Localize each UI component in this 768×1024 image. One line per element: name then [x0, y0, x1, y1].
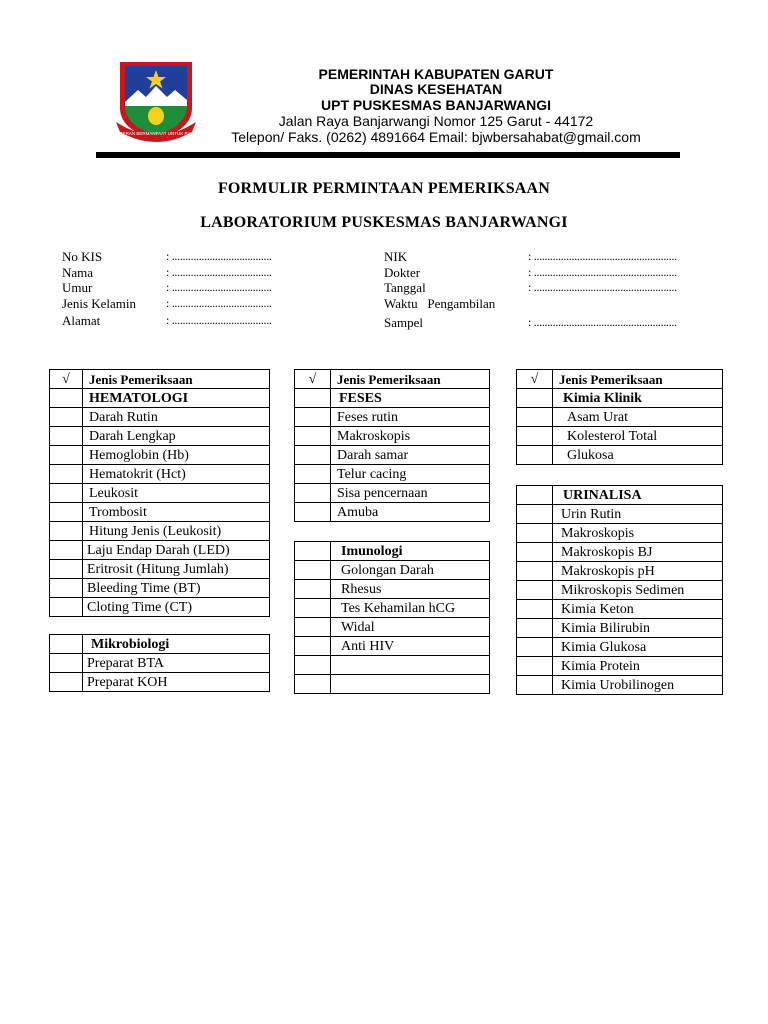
checkbox-preparat-koh[interactable] — [50, 673, 83, 692]
exam-row — [517, 638, 723, 657]
exam-label: Makroskopis — [331, 427, 490, 446]
checkbox-feses-rutin[interactable] — [295, 408, 331, 427]
exam-label: Laju Endap Darah (LED) — [83, 541, 270, 560]
field-tanggal[interactable]: : ..................................................... — [528, 280, 677, 294]
exam-row — [50, 673, 270, 692]
checkbox-kimia-bilirubin[interactable] — [517, 619, 553, 638]
exam-row — [517, 619, 723, 638]
checkbox-darah-rutin[interactable] — [50, 408, 83, 427]
checkbox-kimia-protein[interactable] — [517, 657, 553, 676]
exam-label: Amuba — [331, 503, 490, 522]
checkbox-hitung-jenis[interactable] — [50, 522, 83, 541]
exam-label: Urin Rutin — [553, 505, 723, 524]
exam-label — [331, 656, 490, 675]
exam-label: Preparat BTA — [83, 654, 270, 673]
field-label-nik: NIK — [384, 249, 408, 264]
section-title-urinalisa: URINALISA — [553, 486, 723, 505]
exam-label: Tes Kehamilan hCG — [331, 599, 490, 618]
checkbox — [50, 635, 83, 654]
col-header-jenis-pemeriksaan: Jenis Pemeriksaan — [83, 370, 270, 389]
exam-row — [295, 408, 490, 427]
checkbox-darah-lengkap[interactable] — [50, 427, 83, 446]
check-column-header: √ — [517, 370, 553, 389]
exam-row — [295, 446, 490, 465]
table-header-row — [517, 370, 723, 389]
field-label-dokter: Dokter — [384, 265, 421, 280]
exam-row — [50, 503, 270, 522]
exam-row — [295, 656, 490, 675]
exam-row — [295, 580, 490, 599]
exam-row — [50, 427, 270, 446]
field-label-alamat: Alamat — [62, 313, 101, 328]
checkbox-hematokrit[interactable] — [50, 465, 83, 484]
exam-row — [517, 408, 723, 427]
checkbox-glukosa[interactable] — [517, 446, 553, 465]
section-row — [295, 542, 490, 561]
form-subtitle: LABORATORIUM PUSKESMAS BANJARWANGI — [200, 214, 568, 231]
exam-label: Feses rutin — [331, 408, 490, 427]
field-alamat[interactable]: : ..................................... — [166, 313, 272, 327]
field-label-nama: Nama — [62, 265, 94, 280]
exam-row — [517, 581, 723, 600]
checkbox-empty[interactable] — [295, 656, 331, 675]
exam-row — [517, 427, 723, 446]
section-title-kimia-klinik: Kimia Klinik — [553, 389, 723, 408]
checkbox-tes-kehamilan[interactable] — [295, 599, 331, 618]
checkbox-makroskopis-ph[interactable] — [517, 562, 553, 581]
exam-row — [295, 427, 490, 446]
checkbox-leukosit[interactable] — [50, 484, 83, 503]
exam-row — [295, 637, 490, 656]
field-label-umur: Umur — [62, 280, 93, 295]
exam-row — [517, 446, 723, 465]
exam-row — [50, 408, 270, 427]
exam-label: Kolesterol Total — [553, 427, 723, 446]
exam-row — [50, 484, 270, 503]
exam-label: Rhesus — [331, 580, 490, 599]
checkbox-golongan-darah[interactable] — [295, 561, 331, 580]
checkbox-telur-cacing[interactable] — [295, 465, 331, 484]
checkbox-kolesterol-total[interactable] — [517, 427, 553, 446]
field-label-no-kis: No KIS — [62, 249, 103, 264]
header-puskesmas: UPT PUSKESMAS BANJARWANGI — [321, 97, 551, 113]
checkbox-darah-samar[interactable] — [295, 446, 331, 465]
exam-row — [50, 560, 270, 579]
checkbox-widal[interactable] — [295, 618, 331, 637]
checkbox-makroskopis-bj[interactable] — [517, 543, 553, 562]
garut-regency-logo — [112, 56, 200, 144]
exam-row — [517, 505, 723, 524]
exam-label: Glukosa — [553, 446, 723, 465]
checkbox-trombosit[interactable] — [50, 503, 83, 522]
field-jenis-kelamin[interactable]: : ..................................... — [166, 296, 272, 310]
field-umur[interactable]: : ..................................... — [166, 280, 272, 294]
exam-label: Hematokrit (Hct) — [83, 465, 270, 484]
exam-row — [50, 598, 270, 617]
checkbox — [295, 542, 331, 561]
checkbox-urin-rutin[interactable] — [517, 505, 553, 524]
checkbox-cloting-time[interactable] — [50, 598, 83, 617]
table-feses — [294, 369, 490, 522]
exam-label: Hitung Jenis (Leukosit) — [83, 522, 270, 541]
field-label-sampel: Sampel — [384, 315, 423, 330]
check-column-header: √ — [295, 370, 331, 389]
header-address: Jalan Raya Banjarwangi Nomor 125 Garut - 44172 — [278, 113, 594, 129]
exam-label: Makroskopis — [553, 524, 723, 543]
exam-label: Hemoglobin (Hb) — [83, 446, 270, 465]
exam-row — [517, 676, 723, 695]
checkbox-kimia-keton[interactable] — [517, 600, 553, 619]
section-row — [50, 635, 270, 654]
exam-label: Darah samar — [331, 446, 490, 465]
field-dokter[interactable]: : ..................................................... — [528, 265, 677, 279]
table-header-row — [295, 370, 490, 389]
checkbox — [517, 486, 553, 505]
field-no-kis[interactable]: : ..................................... — [166, 249, 272, 263]
exam-label: Leukosit — [83, 484, 270, 503]
table-kimia-klinik — [516, 369, 723, 465]
checkbox-mikroskopis-sedimen[interactable] — [517, 581, 553, 600]
exam-row — [50, 522, 270, 541]
exam-label: Eritrosit (Hitung Jumlah) — [83, 560, 270, 579]
exam-label: Cloting Time (CT) — [83, 598, 270, 617]
logo-ribbon-text: PANGERAN BERMANFAAT UNTUK RAKYAT — [112, 131, 200, 136]
exam-label: Telur cacing — [331, 465, 490, 484]
section-title-feses: FESES — [331, 389, 490, 408]
exam-row — [295, 599, 490, 618]
section-title-mikrobiologi: Mikrobiologi — [83, 635, 270, 654]
exam-label: Kimia Protein — [553, 657, 723, 676]
exam-row — [517, 657, 723, 676]
exam-row — [295, 618, 490, 637]
exam-row — [50, 541, 270, 560]
exam-row — [517, 524, 723, 543]
exam-label: Kimia Urobilinogen — [553, 676, 723, 695]
exam-row — [295, 484, 490, 503]
checkbox — [517, 389, 553, 408]
table-header-row — [50, 370, 270, 389]
exam-row — [295, 465, 490, 484]
exam-label: Trombosit — [83, 503, 270, 522]
section-row — [295, 389, 490, 408]
exam-row — [50, 579, 270, 598]
checkbox-anti-hiv[interactable] — [295, 637, 331, 656]
exam-label: Bleeding Time (BT) — [83, 579, 270, 598]
table-urinalisa — [516, 485, 723, 695]
exam-row — [295, 561, 490, 580]
checkbox-preparat-bta[interactable] — [50, 654, 83, 673]
header-department: DINAS KESEHATAN — [369, 81, 503, 97]
field-waktu-pengambilan-sampel[interactable]: : ..................................................... — [528, 315, 677, 329]
exam-label: Asam Urat — [553, 408, 723, 427]
exam-label: Mikroskopis Sedimen — [553, 581, 723, 600]
checkbox-hemoglobin[interactable] — [50, 446, 83, 465]
exam-row — [50, 446, 270, 465]
header-contact: Telepon/ Faks. (0262) 4891664 Email: bjwbersahabat@gmail.com — [231, 129, 641, 145]
form-title: FORMULIR PERMINTAAN PEMERIKSAAN — [217, 180, 551, 197]
checkbox-asam-urat[interactable] — [517, 408, 553, 427]
checkbox-makroskopis[interactable] — [517, 524, 553, 543]
exam-row — [517, 543, 723, 562]
checkbox — [50, 389, 83, 408]
checkbox — [295, 389, 331, 408]
header-divider — [96, 152, 680, 158]
table-imunologi — [294, 541, 490, 694]
exam-label: Kimia Keton — [553, 600, 723, 619]
checkbox-kimia-glukosa[interactable] — [517, 638, 553, 657]
header-government: PEMERINTAH KABUPATEN GARUT — [318, 66, 554, 82]
field-nama[interactable]: : ..................................... — [166, 265, 272, 279]
field-label-jenis-kelamin: Jenis Kelamin — [62, 296, 137, 311]
exam-label: Widal — [331, 618, 490, 637]
checkbox-bleeding-time[interactable] — [50, 579, 83, 598]
exam-label: Makroskopis BJ — [553, 543, 723, 562]
exam-label: Anti HIV — [331, 637, 490, 656]
exam-label: Darah Lengkap — [83, 427, 270, 446]
section-title-imunologi: Imunologi — [331, 542, 490, 561]
exam-row — [517, 562, 723, 581]
exam-label: Kimia Glukosa — [553, 638, 723, 657]
field-label-tanggal: Tanggal — [384, 280, 426, 295]
checkbox-sisa-pencernaan[interactable] — [295, 484, 331, 503]
section-row — [50, 389, 270, 408]
table-hematologi — [49, 369, 270, 617]
exam-row — [517, 600, 723, 619]
section-row — [517, 486, 723, 505]
section-title-hematologi: HEMATOLOGI — [83, 389, 270, 408]
exam-label: Golongan Darah — [331, 561, 490, 580]
exam-row — [50, 465, 270, 484]
exam-row — [50, 654, 270, 673]
exam-row — [295, 675, 490, 694]
checkbox-empty[interactable] — [295, 675, 331, 694]
field-label-waktu-pengambilan: Waktu Pengambilan — [384, 296, 496, 311]
col-header-jenis-pemeriksaan: Jenis Pemeriksaan — [553, 370, 723, 389]
col-header-jenis-pemeriksaan: Jenis Pemeriksaan — [331, 370, 490, 389]
exam-label: Preparat KOH — [83, 673, 270, 692]
checkbox-led[interactable] — [50, 541, 83, 560]
checkbox-makroskopis[interactable] — [295, 427, 331, 446]
exam-label: Kimia Bilirubin — [553, 619, 723, 638]
check-column-header: √ — [50, 370, 83, 389]
exam-label: Makroskopis pH — [553, 562, 723, 581]
checkbox-eritrosit[interactable] — [50, 560, 83, 579]
checkbox-amuba[interactable] — [295, 503, 331, 522]
checkbox-rhesus[interactable] — [295, 580, 331, 599]
letterhead — [218, 0, 654, 150]
exam-label: Darah Rutin — [83, 408, 270, 427]
section-row — [517, 389, 723, 408]
exam-label-empty — [331, 675, 490, 694]
exam-label: Sisa pencernaan — [331, 484, 490, 503]
table-mikrobiologi — [49, 634, 270, 692]
checkbox-kimia-urobilinogen[interactable] — [517, 676, 553, 695]
field-nik[interactable]: : ..................................................... — [528, 249, 677, 263]
exam-row — [295, 503, 490, 522]
